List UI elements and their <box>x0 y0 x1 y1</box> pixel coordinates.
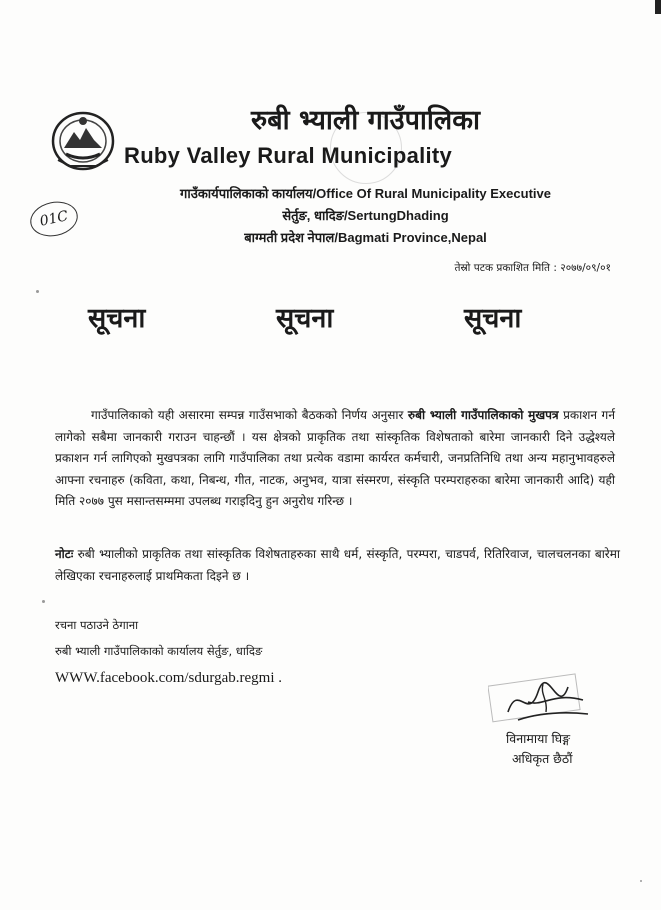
scan-speck <box>42 600 45 603</box>
notice-heading-1: सूचना <box>88 303 146 334</box>
notice-heading-2: सूचना <box>276 303 334 334</box>
scan-speck <box>36 290 39 293</box>
published-date: तेस्रो पटक प्रकाशित मिति : २०७७/०९/०१ <box>454 262 611 274</box>
note-paragraph <box>55 544 620 587</box>
address-office: रुबी भ्याली गाउँपालिकाको कार्यालय सेर्तुङ, धादिङ <box>55 644 263 658</box>
paragraph-text-end: प्रकाशन गर्न लागेको सबैमा जानकारी गराउन चाहन्छौं । यस क्षेत्रको प्राकृतिक तथा सांस्कृतिक विशेषताको बारेमा जानकारी दिने उद्धेश्यले प्रकाशन गर्न लागिएको मुखपत्रका लागि गाउँपालिका तथा प्रत्येक वडामा कार्यरत कर्मचारी, जनप्रतिनिधि तथा अन्य महानुभावहरुले आफ्ना रचनाहरु (कविता, कथा, निबन्ध, गीत, नाटक, अनुभव, यात्रा संस्मरण, संस्कृति परम्पराहरुका बारेमा जानकारी आदि) यही मिति २०७७ पुस मसान्तसम्ममा उपलब्ध गराइदिनु हुन अनुरोध गरिन्छ । <box>55 408 615 508</box>
signatory-name: विनामाया घिङ्ग <box>506 731 571 746</box>
note-text: रुबी भ्यालीको प्राकृतिक तथा सांस्कृतिक विशेषताहरुका साथै धर्म, संस्कृति, परम्परा, चाडपर्व, रितिरिवाज, चालचलनका बारेमा लेखिएका रचनाहरुलाई प्राथमिकता दिइने छ । <box>55 547 620 583</box>
paragraph-bold-text: रुबी भ्याली गाउँपालिकाको मुखपत्र <box>407 408 559 422</box>
paragraph-text-start: गाउँपालिकाको यही असारमा सम्पन्न गाउँसभाको बैठकको निर्णय अनुसार <box>91 408 408 422</box>
municipality-title-english: Ruby Valley Rural Municipality <box>124 143 453 168</box>
notice-heading-3: सूचना <box>464 303 522 334</box>
office-line: गाउँकार्यपालिकाको कार्यालय/Office Of Rural Municipality Executive <box>180 186 551 201</box>
location-line: सेर्तुङ, धादिङ/SertungDhading <box>282 208 449 223</box>
notice-body-paragraph <box>55 405 615 513</box>
signatory-title: अधिकृत छैठौं <box>512 751 573 766</box>
handwritten-note: 01C <box>27 197 81 240</box>
municipality-title-nepali: रुबी भ्याली गाउँपालिका <box>251 105 480 136</box>
facebook-link-text: WWW.facebook.com/sdurgab.regmi . <box>55 670 283 686</box>
handwritten-signature <box>488 672 598 732</box>
scan-speck <box>640 880 642 882</box>
note-label: नोटः <box>55 547 74 561</box>
address-label: रचना पठाउने ठेगाना <box>55 618 139 632</box>
scan-corner-mark <box>655 0 661 14</box>
province-line: बाग्मती प्रदेश नेपाल/Bagmati Province,Nepal <box>244 230 487 245</box>
